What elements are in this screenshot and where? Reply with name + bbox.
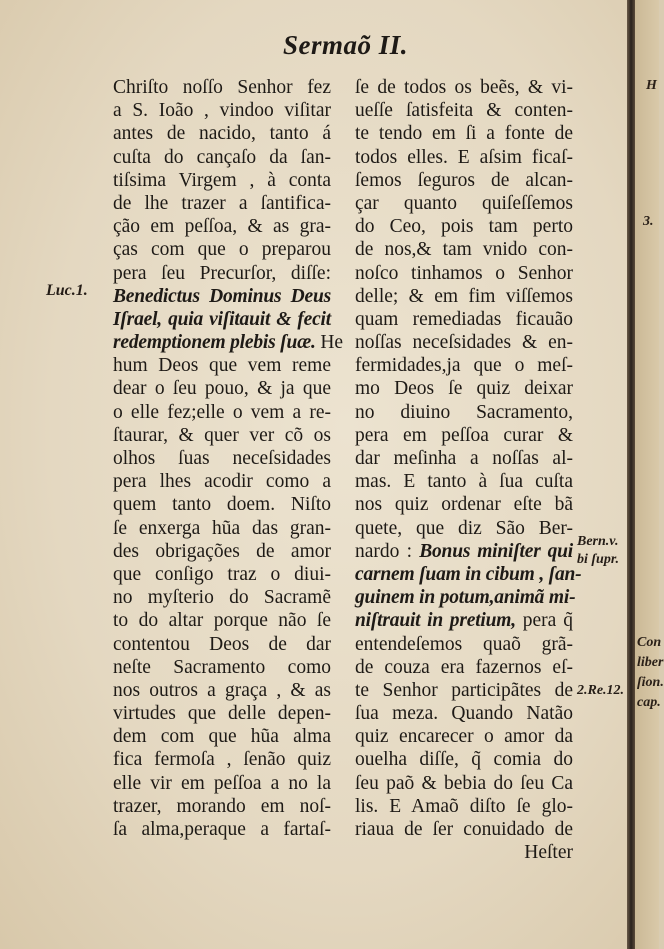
text-line [113,308,331,331]
line-text: çar quanto quiſeſſemos [355,192,573,214]
text-line [113,285,331,308]
line-text: fica fermoſa , ſenão quiz [113,749,331,771]
line-text: todos elles. E aſsim ficaſ- [355,146,573,168]
line-text: hum Deos que vem reme [113,355,331,377]
text-line [355,99,573,122]
text-line [355,238,573,261]
text-line [355,377,573,400]
text-line [355,656,573,679]
facing-page-edge [635,0,662,949]
edge-text-h: H [646,78,657,93]
line-text: te Senhor participãtes de [355,679,573,701]
text-line [355,679,573,702]
margin-note-bernard-1: Bern.v. [577,534,619,549]
line-text: des obrigações de amor [113,540,331,562]
latin-quote-text: redemptionem plebis ſuæ. [113,332,321,354]
line-text: mas. E tanto à ſua cuſta [355,471,573,493]
line-text: pera em peſſoa curar & [355,424,573,446]
line-text: ouelha diſſe, q̃ comia do [355,749,573,771]
text-line [113,772,331,795]
text-line [113,424,331,447]
text-line [355,215,573,238]
line-text: cuſta do cançaſo da ſan- [113,146,331,168]
text-line [355,169,573,192]
latin-quote-text: Benedictus Dominus Deus [113,285,331,307]
text-line [113,122,331,145]
line-text: ſeu paõ & bebia do ſeu Ca [355,772,573,794]
text-line [355,401,573,424]
line-text: de nos,& tam vnido con- [355,239,573,261]
text-line [355,633,573,656]
line-text: ſtaurar, & quer ver cõ os [113,424,331,446]
text-line [355,122,573,145]
text-line [355,354,573,377]
line-text: quam remediadas ficauão [355,308,573,330]
margin-note-kings: 2.Re.12. [577,683,625,698]
margin-note-bernard-2: bi ſupr. [577,552,620,567]
text-line [355,192,573,215]
line-text: o elle fez;elle o vem a re- [113,401,331,423]
text-line [113,99,331,122]
text-line [113,354,331,377]
line-text: nos outros a graça , & as [113,679,331,701]
text-line [113,818,331,841]
line-text: ſa alma,peraque a fartaſ- [113,819,331,840]
latin-quote-text: guinem in potum,animã mi- [355,587,576,609]
line-text: pera lhes acodir como a [113,471,331,493]
text-line [355,609,573,632]
text-line [355,725,573,748]
text-line [355,772,573,795]
line-text: no myſterio do Sacramẽ [113,587,331,609]
line-text: que conſigo traz o diui- [113,563,331,585]
edge-text-sion: ſion. [637,675,664,690]
catchword: Heſter [524,842,573,864]
text-line [355,517,573,540]
text-line [355,308,573,331]
text-line [113,656,331,679]
line-text: te tendo em ſi a fonte de [355,123,573,145]
line-text: olhos ſuas neceſsidades [113,448,331,469]
text-line [113,540,331,563]
latin-quote-text: Bonus miniſter qui [419,540,573,562]
line-text: lis. E Amaõ diſto ſe glo- [355,795,573,817]
line-text: do Ceo, pois tam perto [355,216,573,238]
latin-quote-text: Iſrael, quia viſitauit & fecit [113,308,331,330]
line-text: pera ſeu Precurſor, diſſe: [113,262,331,284]
line-text: ueſſe ſatisfeita & conten- [355,100,573,122]
line-text: ſemos ſeguros de alcan- [355,169,573,191]
text-line [113,215,331,238]
text-line [113,76,331,99]
edge-text-con: Con [637,635,662,650]
line-text: elle vir em peſſoa a no la [113,772,331,794]
line-text: riaua de ſer conuidado de [355,819,573,840]
text-line [355,285,573,308]
text-line [355,470,573,493]
text-line [113,377,331,400]
line-text: contentou Deos de dar [113,633,331,655]
line-text: dear o ſeu pouo, & ja que [113,378,331,400]
line-text: neſte Sacramento como [113,656,331,678]
text-line [113,331,344,354]
text-line [355,702,573,725]
text-line [113,633,331,656]
line-text: ças com que o preparou [113,239,331,261]
line-text: trazer, morando em noſ- [113,795,331,817]
edge-text-3: 3. [643,214,654,229]
right-text-column [355,76,582,864]
line-text: quem tanto doem. Niſto [113,494,331,516]
line-text: antes de nacido, tanto á [113,123,331,145]
text-line [113,609,331,632]
line-text: noſſas neceſsidades & en- [355,332,573,354]
line-text: ſe enxerga hũa das gran- [113,517,331,539]
text-line [113,401,331,424]
text-line [113,702,331,725]
text-line [113,169,331,192]
book-gutter [627,0,635,949]
text-line [355,146,573,169]
text-line [355,262,573,285]
edge-text-liber: liber [637,655,664,670]
line-text: dem com que hũa alma [113,726,331,748]
text-line [113,795,331,818]
margin-note-luke: Luc.1. [46,282,88,299]
line-text: de lhe trazer a ſantifica- [113,192,331,214]
line-text: fermidades,ja que o meſ- [355,355,573,377]
line-text: quiz encarecer o amor da [355,726,573,748]
line-text: nos quiz ordenar eſte bã [355,494,573,516]
text-line [355,563,582,586]
text-line [355,540,573,563]
line-text: entendeſemos quaõ grã- [355,633,573,655]
line-text: ſe de todos os beẽs, & vi- [355,77,573,98]
line-text: quete, que diz São Ber- [355,517,573,539]
line-text: delle; & em fim viſſemos [355,285,573,307]
text-line [113,262,331,285]
text-line [113,192,331,215]
text-line [113,470,331,493]
left-text-column [113,76,344,841]
text-line [355,424,573,447]
text-line [355,586,576,609]
latin-quote-text: carnem ſuam in cibum , ſan- [355,563,582,585]
running-head: Sermaõ II. [283,30,409,60]
edge-text-cap: cap. [637,695,661,710]
line-text: a S. Ioão , vindoo viſitar [113,100,331,122]
line-text: mo Deos ſe quiz deixar [355,378,573,400]
text-line [113,238,331,261]
text-line [113,748,331,771]
text-line [113,447,331,470]
text-line [113,679,331,702]
text-line [355,748,573,771]
text-line [355,331,573,354]
text-line [113,725,331,748]
line-text: tiſsima Virgem , à conta [113,169,331,191]
text-line [355,76,573,99]
line-text: virtudes que delle depen- [113,703,331,725]
line-text: ção em peſſoa, & as gra- [113,216,331,238]
line-text: nardo : [355,540,420,562]
text-line [355,447,573,470]
text-line [113,517,331,540]
line-text: no diuino Sacramento, [355,401,573,423]
line-text: noſco tinhamos o Senhor [355,262,573,284]
text-line [355,795,573,818]
latin-quote-text: niſtrauit in pretium, [355,610,523,632]
line-text: dar meſinha a noſſas al- [355,448,573,469]
line-text: He [320,332,344,354]
text-line [113,146,331,169]
line-text: de couza era fazernos eſ- [355,656,573,678]
text-line [355,493,573,516]
line-text: Chriſto noſſo Senhor fez [113,77,331,98]
text-line [355,818,573,841]
line-text: to do altar porque não ſe [113,610,331,632]
line-text: pera q̃ [522,610,573,632]
text-line [113,563,331,586]
text-line [113,493,331,516]
line-text: ſua meza. Quando Natão [355,703,573,725]
text-line [113,586,331,609]
